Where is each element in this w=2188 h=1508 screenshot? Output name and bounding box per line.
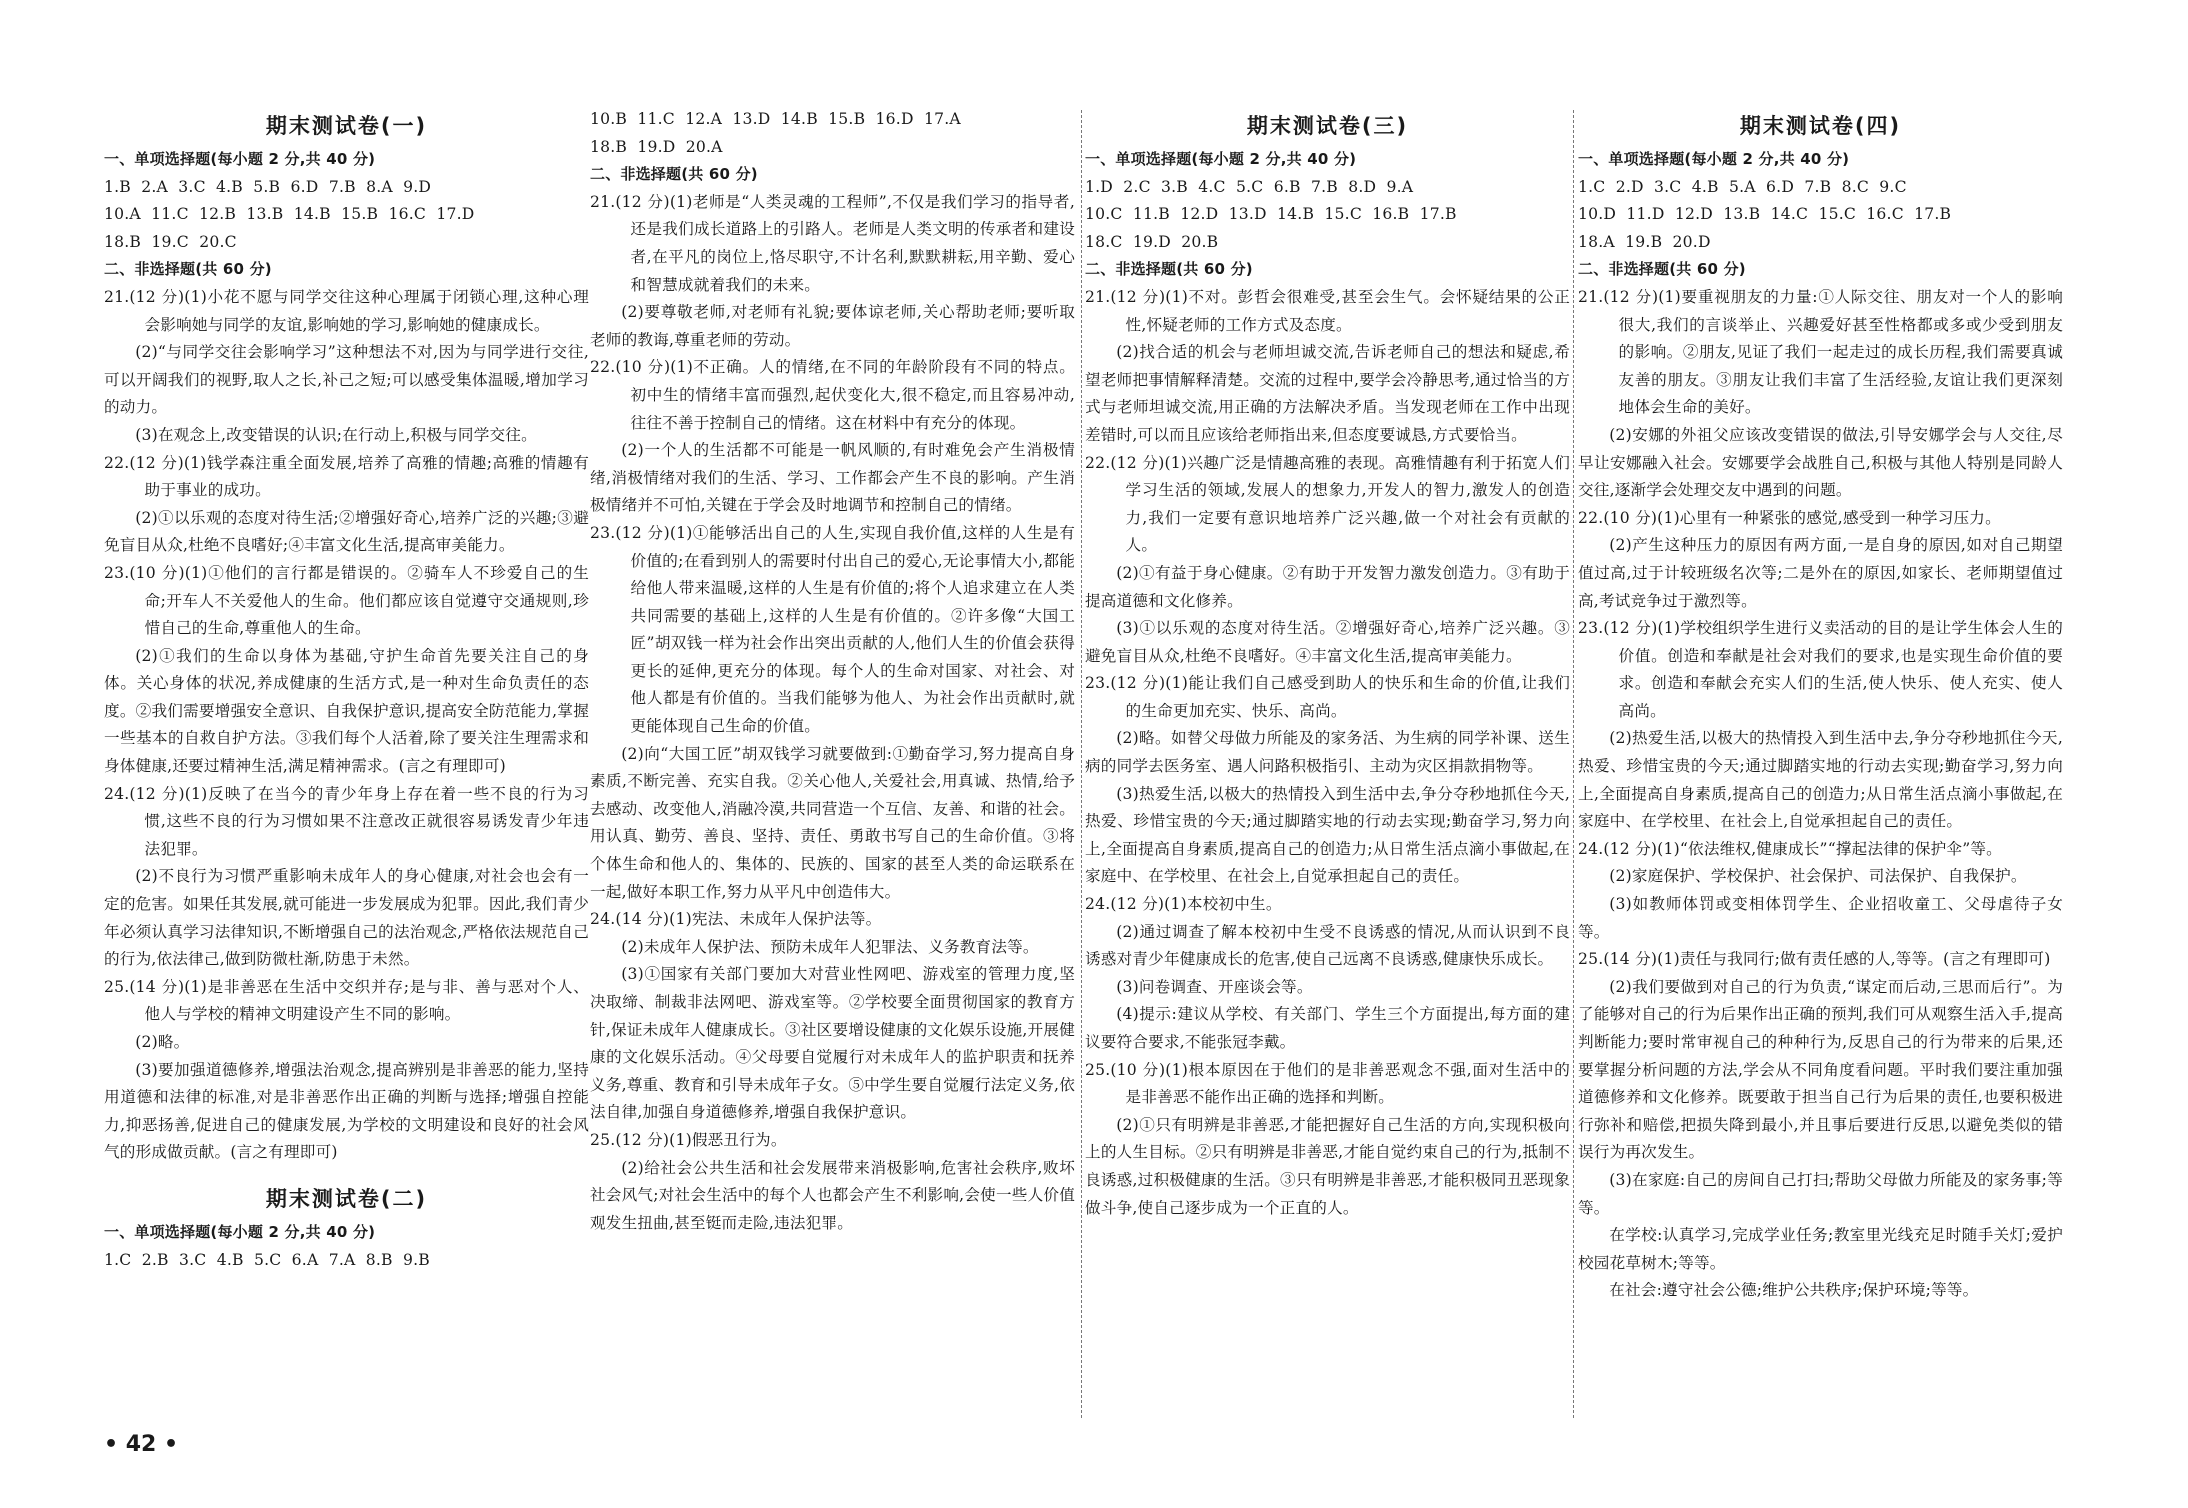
answer-paragraph: (2)不良行为习惯严重影响未成年人的身心健康,对社会也会有一定的危害。如果任其发展,就可能进一步发展成为犯罪。因此,我们青少年必须认真学习法律知识,不断增强自己的法治观念,严格依法规范自己的行为,依法律己,做到防微杜渐,防患于未然。 [104,867,589,969]
answer-paragraph: 21.(12 分)(1)小花不愿与同学交往这种心理属于闭锁心理,这种心理会影响她与同学的友谊,影响她的学习,影响她的健康成长。 [104,287,589,334]
mcq-answers: 18.C 19.D 20.B [1085,232,1219,251]
section-heading: 一、单项选择题(每小题 2 分,共 40 分) [104,150,376,168]
answer-paragraph: (2)①只有明辨是非善恶,才能把握好自己生活的方向,实现积极向上的人生目标。②只有明辨是非善恶,才能自觉约束自己的行为,抵制不良诱惑,过积极健康的生活。③只有明辨是非善恶,才能积极同丑恶现象做斗争,使自己逐步成为一个正直的人。 [1085,1115,1570,1217]
answer-paragraph: (3)在观念上,改变错误的认识;在行动上,积极与同学交往。 [135,425,537,444]
answer-paragraph: (2)产生这种压力的原因有两方面,一是自身的原因,如对自己期望值过高,过于计较班级名次等;二是外在的原因,如家长、老师期望值过高,考试竞争过于激烈等。 [1578,536,2063,610]
answer-paragraph: 25.(12 分)(1)假恶丑行为。 [590,1130,787,1149]
answer-paragraph: (3)热爱生活,以极大的热情投入到生活中去,争分夺秒地抓住今天,热爱、珍惜宝贵的今天;通过脚踏实地的行动去实现;勤奋学习,努力向上,全面提高自身素质,提高自己的创造力;从日常生活点滴小事做起,在家庭中、在学校里、在社会上,自觉承担起自己的责任。 [1085,784,1570,886]
answer-paragraph: (2)家庭保护、学校保护、社会保护、司法保护、自我保护。 [1609,867,2027,886]
mcq-answers: 1.B 2.A 3.C 4.B 5.B 6.D 7.B 8.A 9.D [104,177,432,196]
answer-paragraph: 24.(14 分)(1)宪法、未成年人保护法等。 [590,910,882,929]
answer-paragraph: 23.(12 分)(1)能让我们自己感受到助人的快乐和生命的价值,让我们的生命更加充实、快乐、高尚。 [1085,674,1570,720]
answer-paragraph: (3)①国家有关部门要加大对营业性网吧、游戏室的管理力度,坚决取缔、制裁非法网吧、游戏室等。②学校要全面贯彻国家的教育方针,保证未成年人健康成长。③社区要增设健康的文化娱乐设施,开展健康的文化娱乐活动。④父母要自觉履行对未成年人的监护职责和抚养义务,尊重、教育和引导未成年子女。⑤中学生要自觉履行法定义务,依法自律,加强自身道德修养,增强自我保护意识。 [590,965,1075,1122]
answer-paragraph: (2)①我们的生命以身体为基础,守护生命首先要关注自己的身体。关心身体的状况,养成健康的生活方式,是一种对生命负责任的态度。②我们需要增强安全意识、自我保护意识,提高安全防范能力,掌握一些基本的自救自护方法。③我们每个人活着,除了要关注生理需求和身体健康,还要过精神生活,满足精神需求。(言之有理即可) [104,646,589,776]
answer-paragraph: 24.(12 分)(1)本校初中生。 [1085,895,1282,914]
mcq-answers: 1.C 2.B 3.C 4.B 5.C 6.A 7.A 8.B 9.B [104,1250,430,1269]
section-heading: 二、非选择题(共 60 分) [1085,260,1253,279]
answer-column-1 [104,106,589,1274]
answer-paragraph: (2)①以乐观的态度对待生活;②增强好奇心,培养广泛的兴趣;③避免盲目从众,杜绝不良嗜好;④丰富文化生活,提高审美能力。 [104,508,589,555]
exam-1-title: 期末测试卷(一) [265,114,428,138]
mcq-answers: 10.A 11.C 12.B 13.B 14.B 15.B 16.C 17.D [104,205,475,224]
answer-paragraph: 24.(12 分)(1)“依法维权,健康成长”“撑起法律的保护伞”等。 [1578,839,2002,858]
section-heading: 二、非选择题(共 60 分) [1578,260,1746,279]
answer-paragraph: (2)未成年人保护法、预防未成年人犯罪法、义务教育法等。 [621,937,1039,956]
answer-paragraph: 23.(10 分)(1)①他们的言行都是错误的。②骑车人不珍爱自己的生命;开车人不关爱他人的生命。他们都应该自觉遵守交通规则,珍惜自己的生命,尊重他人的生命。 [104,563,589,638]
exam-3-title: 期末测试卷(三) [1246,114,1409,138]
column-divider [1081,110,1082,1418]
answer-paragraph: (2)“与同学交往会影响学习”这种想法不对,因为与同学进行交往,可以开阔我们的视野,取人之长,补己之短;可以感受集体温暖,增加学习的动力。 [104,343,589,417]
mcq-answers: 18.A 19.B 20.D [1578,232,1711,251]
answer-paragraph: (2)我们要做到对自己的行为负责,“谋定而后动,三思而后行”。为了能够对自己的行为后果作出正确的预判,我们可从观察生活入手,提高判断能力;要时常审视自己的种种行为,反思自己的行为带来的后果,还要掌握分析问题的方法,学会从不同角度看问题。平时我们要注重加强道德修养和文化修养。既要敢于担当自己行为后果的责任,也要积极进行弥补和赔偿,把损失降到最小,并且事后要进行反思,以避免类似的错误行为再次发生。 [1578,977,2063,1162]
mcq-answers: 10.B 11.C 12.A 13.D 14.B 15.B 16.D 17.A [590,110,961,128]
answer-paragraph: (3)如教师体罚或变相体罚学生、企业招收童工、父母虐待子女等。 [1578,895,2063,941]
answer-paragraph: 21.(12 分)(1)老师是“人类灵魂的工程师”,不仅是我们学习的指导者,还是我们成长道路上的引路人。老师是人类文明的传承者和建设者,在平凡的岗位上,恪尽职守,不计名利,默默耕耘,用辛勤、爱心和智慧成就着我们的未来。 [590,192,1075,294]
answer-paragraph: (2)要尊敬老师,对老师有礼貌;要体谅老师,关心帮助老师;要听取老师的教诲,尊重老师的劳动。 [590,303,1075,349]
answer-paragraph: 在社会:遵守社会公德;维护公共秩序;保护环境;等等。 [1609,1281,1979,1300]
answer-paragraph: 22.(10 分)(1)不正确。人的情绪,在不同的年龄阶段有不同的特点。初中生的情绪丰富而强烈,起伏变化大,很不稳定,而且容易冲动,往往不善于控制自己的情绪。这在材料中有充分的体现。 [590,358,1075,432]
answer-paragraph: 25.(14 分)(1)责任与我同行;做有责任感的人,等等。(言之有理即可) [1578,950,2051,969]
answer-paragraph: 23.(12 分)(1)①能够活出自己的人生,实现自我价值,这样的人生是有价值的;在看到别人的需要时付出自己的爱心,无论事情大小,都能给他人带来温暖,这样的人生是有价值的;将个人追求建立在人类共同需要的基础上,这样的人生是有价值的。②许多像“大国工匠”胡双钱一样为社会作出突出贡献的人,他们人生的价值会获得更长的延伸,更充分的体现。每个人的生命对国家、对社会、对他人都是有价值的。当我们能够为他人、为社会作出贡献时,就更能体现自己生命的价值。 [590,523,1075,736]
answer-paragraph: (2)给社会公共生活和社会发展带来消极影响,危害社会秩序,败坏社会风气;对社会生活中的每个人也都会产生不利影响,会使一些人价值观发生扭曲,甚至铤而走险,违法犯罪。 [590,1158,1075,1232]
answer-paragraph: (2)略。如替父母做力所能及的家务活、为生病的同学补课、送生病的同学去医务室、遇人问路积极指引、主动为灾区捐款捐物等。 [1085,729,1570,776]
answer-column-4 [1578,106,2063,1305]
answer-paragraph: (4)提示:建议从学校、有关部门、学生三个方面提出,每方面的建议要符合要求,不能张冠李戴。 [1085,1005,1570,1051]
section-heading: 一、单项选择题(每小题 2 分,共 40 分) [1085,150,1357,168]
mcq-answers: 10.D 11.D 12.D 13.B 14.C 15.C 16.C 17.B [1578,205,1952,224]
page-number: • 42 • [104,1432,179,1457]
answer-paragraph: 在学校:认真学习,完成学业任务;教室里光线充足时随手关灯;爱护校园花草树木;等等。 [1578,1226,2063,1272]
answer-paragraph: (3)问卷调查、开座谈会等。 [1116,977,1313,996]
answer-paragraph: (3)①以乐观的态度对待生活。②增强好奇心,培养广泛兴趣。③避免盲目从众,杜绝不良嗜好。④丰富文化生活,提高审美能力。 [1085,619,1570,665]
mcq-answers: 18.B 19.C 20.C [104,232,237,251]
answer-paragraph: 21.(12 分)(1)要重视朋友的力量:①人际交往、朋友对一个人的影响很大,我们的言谈举止、兴趣爱好甚至性格都或多或少受到朋友的影响。②朋友,见证了我们一起走过的成长历程,我们需要真诚友善的朋友。③朋友让我们丰富了生活经验,友谊让我们更深刻地体会生命的美好。 [1578,287,2063,417]
mcq-answers: 10.C 11.B 12.D 13.D 14.B 15.C 16.B 17.B [1085,205,1457,224]
answer-column-2 [590,106,1075,1237]
answer-paragraph: (2)一个人的生活都不可能是一帆风顺的,有时难免会产生消极情绪,消极情绪对我们的生活、学习、工作都会产生不良的影响。产生消极情绪并不可怕,关键在于学会及时地调节和控制自己的情绪。 [590,441,1075,515]
answer-paragraph: 24.(12 分)(1)反映了在当今的青少年身上存在着一些不良的行为习惯,这些不良的行为习惯如果不注意改正就很容易诱发青少年违法犯罪。 [104,784,589,858]
exam-2-title: 期末测试卷(二) [265,1186,428,1211]
answer-paragraph: (2)①有益于身心健康。②有助于开发智力激发创造力。③有助于提高道德和文化修养。 [1085,563,1570,610]
answer-paragraph: (3)在家庭:自己的房间自己打扫;帮助父母做力所能及的家务事;等等。 [1578,1170,2063,1217]
answer-paragraph: (2)略。 [135,1033,190,1051]
answer-paragraph: 25.(10 分)(1)根本原因在于他们的是非善恶观念不强,面对生活中的是非善恶不能作出正确的选择和判断。 [1085,1060,1570,1107]
column-divider [1573,110,1574,1418]
section-heading: 二、非选择题(共 60 分) [104,260,272,279]
answer-paragraph: 21.(12 分)(1)不对。彭哲会很难受,甚至会生气。会怀疑结果的公正性,怀疑老师的工作方式及态度。 [1085,287,1570,334]
mcq-answers: 1.C 2.D 3.C 4.B 5.A 6.D 7.B 8.C 9.C [1578,177,1907,196]
answer-paragraph: (2)通过调查了解本校初中生受不良诱惑的情况,从而认识到不良诱惑对青少年健康成长的危害,使自己远离不良诱惑,健康快乐成长。 [1085,922,1570,969]
section-heading: 一、单项选择题(每小题 2 分,共 40 分) [104,1222,376,1241]
mcq-answers: 1.D 2.C 3.B 4.C 5.C 6.B 7.B 8.D 9.A [1085,177,1414,196]
answer-paragraph: (2)找合适的机会与老师坦诚交流,告诉老师自己的想法和疑虑,希望老师把事情解释清楚。交流的过程中,要学会冷静思考,通过恰当的方式与老师坦诚交流,用正确的方法解决矛盾。当发现老师在工作中出现差错时,可以而且应该给老师指出来,但态度要诚恳,方式要恰当。 [1085,343,1570,444]
answer-paragraph: (2)热爱生活,以极大的热情投入到生活中去,争分夺秒地抓住今天,热爱、珍惜宝贵的今天;通过脚踏实地的行动去实现;勤奋学习,努力向上,全面提高自身素质,提高自己的创造力;从日常生活点滴小事做起,在家庭中、在学校里、在社会上,自觉承担起自己的责任。 [1578,729,2063,831]
answer-paragraph: (3)要加强道德修养,增强法治观念,提高辨别是非善恶的能力,坚持用道德和法律的标准,对是非善恶作出正确的判断与选择;增强自控能力,抑恶扬善,促进自己的健康发展,为学校的文明建设和良好的社会风气的形成做贡献。(言之有理即可) [104,1060,589,1162]
answer-paragraph: (2)安娜的外祖父应该改变错误的做法,引导安娜学会与人交往,尽早让安娜融入社会。安娜要学会战胜自己,积极与其他人特别是同龄人交往,逐渐学会处理交友中遇到的问题。 [1578,425,2063,500]
answer-paragraph: 25.(14 分)(1)是非善恶在生活中交织并存;是与非、善与恶对个人、他人与学校的精神文明建设产生不同的影响。 [104,977,589,1024]
section-heading: 二、非选择题(共 60 分) [590,165,758,184]
mcq-answers: 18.B 19.D 20.A [590,137,723,156]
answer-paragraph: 22.(12 分)(1)钱学森注重全面发展,培养了高雅的情趣;高雅的情趣有助于事业的成功。 [104,453,589,500]
answer-paragraph: 23.(12 分)(1)学校组织学生进行义卖活动的目的是让学生体会人生的价值。创造和奉献是社会对我们的要求,也是实现生命价值的要求。创造和奉献会充实人们的生活,使人快乐、使人充实、使人高尚。 [1578,619,2063,720]
answer-paragraph: 22.(12 分)(1)兴趣广泛是情趣高雅的表现。高雅情趣有利于拓宽人们学习生活的领域,发展人的想象力,开发人的智力,激发人的创造力,我们一定要有意识地培养广泛兴趣,做一个对社会有贡献的人。 [1085,453,1570,555]
answer-column-3 [1085,106,1570,1222]
exam-4-title: 期末测试卷(四) [1739,114,1902,138]
section-heading: 一、单项选择题(每小题 2 分,共 40 分) [1578,150,1850,168]
answer-paragraph: 22.(10 分)(1)心里有一种紧张的感觉,感受到一种学习压力。 [1578,508,2001,527]
answer-paragraph: (2)向“大国工匠”胡双钱学习就要做到:①勤奋学习,努力提高自身素质,不断完善、充实自我。②关心他人,关爱社会,用真诚、热情,给予去感动、改变他人,消融冷漠,共同营造一个互信、友善、和谐的社会。用认真、勤劳、善良、坚持、责任、勇敢书写自己的生命价值。③将个体生命和他人的、集体的、民族的、国家的甚至人类的命运联系在一起,做好本职工作,努力从平凡中创造伟大。 [590,744,1075,901]
